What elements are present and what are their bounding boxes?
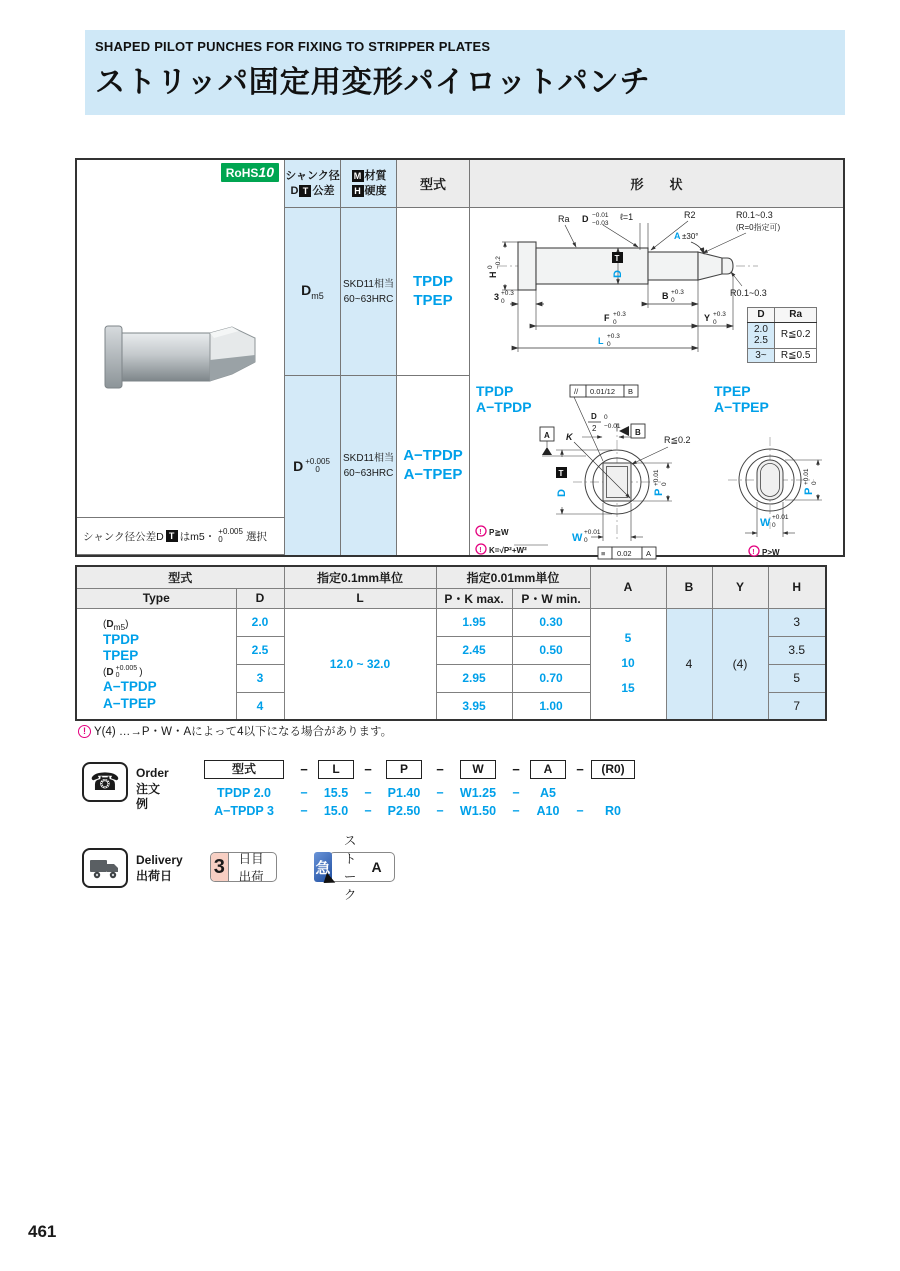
dim-rtip-label: R0.1~0.3 bbox=[736, 210, 773, 220]
dim-ra-label: Ra bbox=[558, 214, 570, 224]
header-unit-001: 指定0.01mm単位 bbox=[436, 566, 590, 588]
dimension-table bbox=[75, 565, 827, 721]
corner-radius-label: R≦0.2 bbox=[664, 435, 691, 445]
svg-text:P: P bbox=[803, 487, 815, 495]
svg-text:0: 0 bbox=[604, 414, 608, 421]
dim-p-left bbox=[633, 463, 672, 501]
d-value: 3 bbox=[236, 664, 284, 692]
header-h: H bbox=[768, 566, 826, 608]
svg-text:+0.01: +0.01 bbox=[803, 468, 810, 485]
header-l: L bbox=[284, 588, 436, 608]
svg-text:D: D bbox=[556, 489, 568, 497]
svg-text:!: ! bbox=[479, 529, 482, 536]
dim-d-label: D bbox=[582, 214, 589, 224]
col-header-shape: 形 状 bbox=[470, 160, 843, 208]
dim-angle-a: A bbox=[674, 231, 681, 241]
svg-text:T: T bbox=[558, 469, 564, 478]
col-header-material: M 材質 H 硬度 bbox=[341, 160, 397, 208]
shank-row1: $D_{m5}$ bbox=[285, 208, 341, 376]
header-type: Type bbox=[76, 588, 236, 608]
dra-header-ra: Ra bbox=[774, 308, 817, 323]
stork-class: A bbox=[371, 859, 382, 875]
svg-text://: // bbox=[574, 387, 579, 396]
svg-text:−0.2: −0.2 bbox=[495, 256, 502, 269]
table-footnote: ! Y(4) …→P・W・Aによって4以下になる場合があります。 bbox=[78, 723, 392, 739]
datum-b-flag bbox=[617, 423, 645, 438]
b-value: 4 bbox=[666, 608, 712, 720]
tol-upper: +0.3 bbox=[607, 333, 620, 340]
dim-r2-label: R2 bbox=[684, 210, 696, 220]
d-value: 2.5 bbox=[236, 636, 284, 664]
header-pw-min: P・W min. bbox=[512, 588, 590, 608]
punch-photo-illustration bbox=[89, 300, 273, 418]
svg-text:A: A bbox=[544, 431, 550, 440]
header-unit-01: 指定0.1mm単位 bbox=[284, 566, 436, 588]
hardness-icon: H bbox=[352, 185, 364, 197]
order-dash: − bbox=[576, 762, 584, 777]
svg-text:0.02: 0.02 bbox=[617, 549, 632, 558]
svg-text:P>W: P>W bbox=[762, 548, 780, 557]
note-text-1: シャンク径公差D bbox=[83, 530, 164, 543]
svg-text:A: A bbox=[646, 549, 652, 558]
order-dash: − bbox=[300, 762, 308, 777]
tol-lower: 0 bbox=[671, 297, 675, 304]
svg-text:P: P bbox=[653, 488, 665, 496]
dim-angle-value: ±30° bbox=[682, 232, 699, 241]
order-box-l: L bbox=[318, 760, 354, 779]
section-title-a-tpep: A−TPEP bbox=[714, 399, 769, 415]
l-range: 12.0 ~ 32.0 bbox=[284, 608, 436, 720]
header-model: 型式 bbox=[76, 566, 284, 588]
delivery-days: 3 bbox=[211, 853, 229, 881]
shank-row2: D +0.005 0 bbox=[285, 376, 341, 555]
product-photo-cell bbox=[77, 160, 285, 555]
type-cell: $(D_{m5})$ TPDP TPEP (D +0.005 0 ) A−TPDP A−TPEP bbox=[76, 608, 236, 720]
dim-3-label: 3 bbox=[494, 292, 500, 302]
dra-row2-ra: R≦0.5 bbox=[774, 348, 817, 363]
tol-lower: 0 bbox=[501, 298, 505, 305]
header-a: A bbox=[590, 566, 666, 608]
d-value: 2.0 bbox=[236, 608, 284, 636]
page-title: ストリッパ固定用変形パイロットパンチ bbox=[95, 66, 651, 99]
dim-land-label: ℓ=1 bbox=[620, 212, 634, 222]
svg-text:!: ! bbox=[479, 547, 482, 554]
svg-text:+0.01: +0.01 bbox=[772, 514, 789, 521]
shape-drawings-cell bbox=[470, 208, 843, 558]
dim-rtip2-label: R0.1~0.3 bbox=[730, 288, 767, 298]
material-row2: SKD11相当 60~63HRC bbox=[341, 376, 397, 555]
svg-text:D: D bbox=[591, 412, 597, 421]
pk-value: 1.95 bbox=[436, 608, 512, 636]
svg-text:0.01/12: 0.01/12 bbox=[590, 387, 616, 396]
rohs-badge: RoHS10 bbox=[221, 163, 279, 182]
delivery-label: Delivery 出荷日 bbox=[136, 853, 183, 883]
material-icon: M bbox=[352, 170, 364, 182]
svg-text:H: H bbox=[488, 271, 498, 278]
spec-table bbox=[75, 158, 845, 557]
dim-rtip-note: (R=0指定可) bbox=[736, 223, 781, 232]
svg-text:0: 0 bbox=[661, 482, 668, 486]
dim-p-right bbox=[785, 460, 822, 500]
stork-bird-icon bbox=[323, 873, 337, 887]
truck-icon bbox=[82, 848, 128, 888]
dim-d-tol-upper: −0.01 bbox=[592, 212, 609, 219]
tol-upper: +0.3 bbox=[501, 290, 514, 297]
stork-badge bbox=[314, 834, 395, 902]
section-title-a-tpdp: A−TPDP bbox=[476, 399, 532, 415]
table-row bbox=[76, 608, 826, 636]
tol-upper: +0.3 bbox=[713, 311, 726, 318]
dim-h-label bbox=[487, 256, 502, 278]
order-box-a: A bbox=[530, 760, 566, 779]
tol-lower: 0 bbox=[613, 319, 617, 326]
pk-value: 3.95 bbox=[436, 692, 512, 720]
svg-text:≡: ≡ bbox=[601, 549, 606, 558]
order-box-w: W bbox=[460, 760, 496, 779]
phone-icon: ☎ bbox=[82, 762, 128, 802]
svg-text:+0.01: +0.01 bbox=[584, 529, 601, 536]
model-row2: A−TPDP A−TPEP bbox=[397, 376, 470, 555]
svg-text:0: 0 bbox=[772, 522, 776, 529]
svg-text:B: B bbox=[635, 428, 641, 437]
order-dash: − bbox=[512, 762, 520, 777]
header-pk-max: P・K max. bbox=[436, 588, 512, 608]
header-y: Y bbox=[712, 566, 768, 608]
svg-text:0: 0 bbox=[487, 265, 494, 269]
note-text-2: はm5・ bbox=[179, 530, 216, 543]
dra-header-d: D bbox=[748, 308, 775, 323]
d-ra-table bbox=[747, 307, 817, 363]
order-dash: − bbox=[436, 762, 444, 777]
pw-value: 0.50 bbox=[512, 636, 590, 664]
dra-row2-d: 3~ bbox=[748, 348, 775, 363]
svg-text:2: 2 bbox=[592, 424, 597, 433]
svg-text:K=√P²+W²: K=√P²+W² bbox=[489, 546, 527, 555]
note-text-3: 選択 bbox=[245, 530, 267, 543]
svg-text:W: W bbox=[760, 517, 771, 529]
stork-label: ストーク bbox=[343, 834, 357, 902]
dim-b-label: B bbox=[662, 291, 669, 301]
header-d: D bbox=[236, 588, 284, 608]
order-box-r0: (R0) bbox=[591, 760, 635, 779]
note-p-geq-w bbox=[476, 526, 509, 537]
dra-row1-ra: R≦0.2 bbox=[774, 322, 817, 348]
svg-text:0: 0 bbox=[811, 481, 818, 485]
express-icon: 急 bbox=[314, 852, 332, 882]
col-header-model: 型式 bbox=[397, 160, 470, 208]
order-label: Order 注文例 bbox=[136, 766, 169, 812]
dim-k-label: K bbox=[566, 432, 573, 442]
t-tolerance-letter: T bbox=[614, 254, 620, 263]
pw-value: 0.70 bbox=[512, 664, 590, 692]
h-value: 3 bbox=[768, 608, 826, 636]
a-values: 5 10 15 bbox=[590, 608, 666, 720]
tol-upper: +0.3 bbox=[613, 311, 626, 318]
title-english: SHAPED PILOT PUNCHES FOR FIXING TO STRIPPER PLATES bbox=[95, 39, 491, 54]
delivery-days-label: 日目出荷 bbox=[238, 852, 264, 882]
pk-value: 2.95 bbox=[436, 664, 512, 692]
h-value: 3.5 bbox=[768, 636, 826, 664]
dim-l-label: L bbox=[598, 336, 604, 346]
d-value: 4 bbox=[236, 692, 284, 720]
note-k-formula bbox=[476, 544, 548, 555]
h-value: 7 bbox=[768, 692, 826, 720]
dim-y-label: Y bbox=[704, 313, 711, 323]
product-photo bbox=[89, 300, 273, 423]
note-icon: ! bbox=[78, 725, 91, 738]
order-format-row bbox=[192, 760, 638, 779]
cross-section-drawing bbox=[470, 379, 843, 564]
svg-text:P≧W: P≧W bbox=[489, 528, 509, 537]
shank-row2-tolerance: +0.005 0 bbox=[305, 456, 330, 474]
tol-lower: 0 bbox=[607, 341, 611, 348]
section-title-tpdp: TPDP bbox=[476, 383, 514, 399]
svg-text:!: ! bbox=[752, 549, 755, 556]
note-tolerance: +0.005 0 bbox=[218, 527, 243, 544]
order-example-1: TPDP 2.0 − 15.5 − P1.40 − W1.25 − A5 bbox=[217, 786, 556, 800]
svg-text:+0.01: +0.01 bbox=[653, 469, 660, 486]
h-value: 5 bbox=[768, 664, 826, 692]
svg-text:B: B bbox=[628, 387, 634, 396]
tol-upper: +0.3 bbox=[671, 289, 684, 296]
pk-value: 2.45 bbox=[436, 636, 512, 664]
order-box-p: P bbox=[386, 760, 422, 779]
shank-tolerance-note bbox=[77, 517, 284, 554]
symmetry-callout bbox=[598, 547, 656, 559]
pw-value: 0.30 bbox=[512, 608, 590, 636]
svg-text:W: W bbox=[572, 532, 583, 544]
delivery-days-badge bbox=[210, 852, 277, 882]
svg-text:0: 0 bbox=[584, 537, 588, 544]
section-title-tpep: TPEP bbox=[714, 383, 751, 399]
dim-f-label: F bbox=[604, 313, 610, 323]
dim-w-left bbox=[572, 503, 643, 544]
t-tolerance-icon: T bbox=[299, 185, 311, 197]
col-header-shank: シャンク径 D T 公差 bbox=[285, 160, 341, 208]
dim-d-tol-lower: −0.03 bbox=[592, 220, 609, 227]
note-p-gt-w bbox=[749, 546, 780, 557]
svg-text:−0.01: −0.01 bbox=[604, 423, 621, 430]
page-number: 461 bbox=[28, 1222, 57, 1241]
header-b: B bbox=[666, 566, 712, 608]
dim-shaft-d: D bbox=[612, 270, 624, 278]
page-header bbox=[85, 30, 845, 115]
y-value: (4) bbox=[712, 608, 768, 720]
order-example-2: A−TPDP 3 − 15.0 − P2.50 − W1.50 − A10 − R0 bbox=[214, 804, 621, 818]
pw-value: 1.00 bbox=[512, 692, 590, 720]
order-box-model: 型式 bbox=[204, 760, 284, 779]
datum-a-flag bbox=[540, 427, 586, 456]
order-dash: − bbox=[364, 762, 372, 777]
model-row1: TPDP TPEP bbox=[397, 208, 470, 376]
t-tolerance-icon: T bbox=[166, 530, 178, 542]
material-row1: SKD11相当 60~63HRC bbox=[341, 208, 397, 376]
tol-lower: 0 bbox=[713, 319, 717, 326]
dra-row1-d: 2.0 2.5 bbox=[748, 322, 775, 348]
